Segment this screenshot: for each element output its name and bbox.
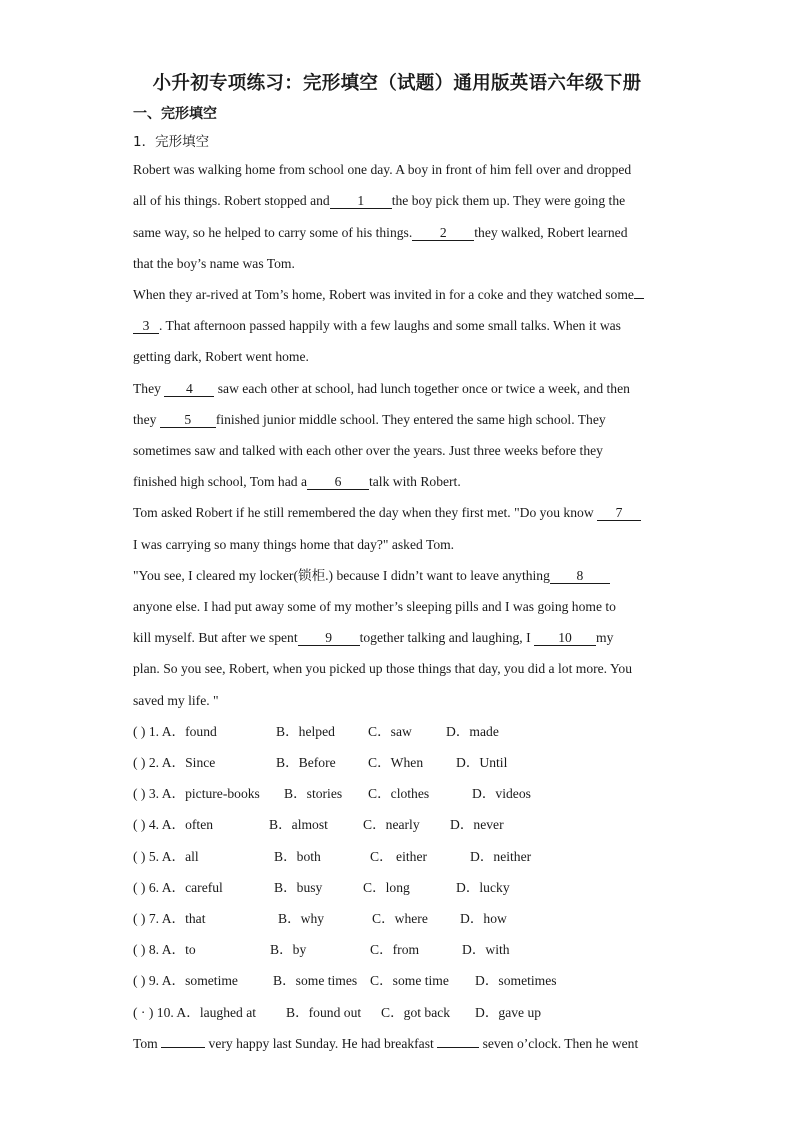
passage-text: "You see, I cleared my locker(锁柜.) because I didn’t want to leave anything <box>133 568 550 583</box>
blank-5: 5 <box>160 412 216 428</box>
option-d: D．made <box>446 724 499 739</box>
passage-line: Robert was walking home from school one day. A boy in front of him fell over and dropped <box>133 162 632 177</box>
passage-text: Tom <box>133 1036 158 1051</box>
option-number-and-a: ( ) 6. A．careful <box>133 880 223 895</box>
option-d: D．videos <box>472 786 531 801</box>
option-number-and-a: ( ) 5. A．all <box>133 849 199 864</box>
option-c: C．some time <box>370 973 449 988</box>
passage-text: they <box>133 412 157 427</box>
passage-text: they walked, Robert learned <box>474 225 628 240</box>
option-b: B．why <box>278 911 325 926</box>
passage-text: my <box>596 630 614 645</box>
blank-2: 2 <box>412 225 474 241</box>
passage-text: finished junior middle school. They entered the same high school. They <box>215 412 606 427</box>
option-d: D．with <box>462 942 510 957</box>
option-c: C． either <box>370 849 428 864</box>
option-c: C．where <box>372 911 428 926</box>
option-number-and-a: ( · ) 10. A．laughed at <box>133 1005 257 1020</box>
passage-line: anyone else. I had put away some of my mother’s sleeping pills and I was going home to <box>133 599 616 614</box>
passage-text: Tom asked Robert if he still remembered the day when they first met. "Do you know <box>133 505 594 520</box>
passage-text: kill myself. But after we spent <box>133 630 298 645</box>
option-d: D．neither <box>470 849 532 864</box>
section-heading: 一、完形填空 <box>133 106 217 122</box>
passage-line <box>133 380 663 398</box>
option-c: C．long <box>363 880 410 895</box>
passage-line: saved my life. " <box>133 693 219 708</box>
option-d: D．gave up <box>475 1005 542 1020</box>
passage-line: I was carrying so many things home that day?" asked Tom. <box>133 537 455 552</box>
option-c: C．saw <box>368 724 412 739</box>
option-number-and-a: ( ) 8. A．to <box>133 942 196 957</box>
option-b: B．busy <box>274 880 323 895</box>
option-number-and-a: ( ) 7. A．that <box>133 911 206 926</box>
passage-line: getting dark, Robert went home. <box>133 349 309 364</box>
option-d: D．sometimes <box>475 973 557 988</box>
passage-line <box>133 473 663 491</box>
passage-text: seven o’clock. Then he went <box>482 1036 639 1051</box>
option-b: B．found out <box>286 1005 362 1020</box>
option-number-and-a: ( ) 9. A．sometime <box>133 973 238 988</box>
passage-line <box>133 192 663 210</box>
passage-line <box>133 317 663 335</box>
passage-text: together talking and laughing, I <box>359 630 531 645</box>
option-b: B．helped <box>276 724 335 739</box>
passage-line <box>133 286 663 304</box>
option-c: C．got back <box>381 1005 451 1020</box>
option-number-and-a: ( ) 4. A．often <box>133 817 214 832</box>
passage-line: sometimes saw and talked with each other over the years. Just three weeks before they <box>133 443 603 458</box>
blank-4: 4 <box>164 381 214 397</box>
option-b: B．some times <box>273 973 358 988</box>
passage-text: all of his things. Robert stopped and <box>133 193 330 208</box>
question-heading: 1．完形填空 <box>133 134 210 150</box>
passage-text: saw each other at school, had lunch together once or twice a week, and then <box>217 381 630 396</box>
passage-text: . That afternoon passed happily with a few laughs and some small talks. When it was <box>159 318 621 333</box>
blank-3: 3 <box>133 318 159 334</box>
option-d: D．lucky <box>456 880 510 895</box>
option-d: D．Until <box>456 755 508 770</box>
passage-text: When they ar-rived at Tom’s home, Robert was invited in for a coke and they watched some <box>133 287 634 302</box>
blank-9: 9 <box>298 630 360 646</box>
option-b: B．by <box>270 942 307 957</box>
blank-10: 10 <box>534 630 596 646</box>
passage-text: the boy pick them up. They were going the <box>391 193 626 208</box>
passage-line <box>133 224 663 242</box>
blank-underline <box>634 298 644 299</box>
option-number-and-a: ( ) 3. A．picture-books <box>133 786 260 801</box>
passage-line: that the boy’s name was Tom. <box>133 256 295 271</box>
blank-6: 6 <box>307 474 369 490</box>
option-b: B．Before <box>276 755 336 770</box>
passage-line <box>133 567 663 585</box>
option-b: B．stories <box>284 786 343 801</box>
passage-line <box>133 411 663 429</box>
option-d: D．never <box>450 817 504 832</box>
option-number-and-a: ( ) 2. A．Since <box>133 755 216 770</box>
passage-text: They <box>133 381 161 396</box>
next-passage-line <box>133 1035 663 1053</box>
option-c: C．from <box>370 942 420 957</box>
option-d: D．how <box>460 911 507 926</box>
page-title: 小升初专项练习：完形填空（试题）通用版英语六年级下册 <box>152 73 642 94</box>
blank-7: 7 <box>597 505 641 521</box>
option-c: C．When <box>368 755 424 770</box>
passage-text: talk with Robert. <box>368 474 461 489</box>
blank-underline <box>161 1047 205 1048</box>
option-b: B．almost <box>269 817 328 832</box>
blank-underline <box>437 1047 479 1048</box>
option-c: C．clothes <box>368 786 430 801</box>
passage-line: plan. So you see, Robert, when you picked up those things that day, you did a lot more. You <box>133 661 633 676</box>
passage-text: very happy last Sunday. He had breakfast <box>208 1036 434 1051</box>
option-number-and-a: ( ) 1. A．found <box>133 724 217 739</box>
blank-8: 8 <box>550 568 610 584</box>
blank-1: 1 <box>330 193 392 209</box>
option-b: B．both <box>274 849 321 864</box>
passage-text: same way, so he helped to carry some of his things. <box>133 225 413 240</box>
passage-line <box>133 504 663 522</box>
option-c: C．nearly <box>363 817 420 832</box>
passage-text: finished high school, Tom had a <box>133 474 307 489</box>
passage-line <box>133 629 663 647</box>
